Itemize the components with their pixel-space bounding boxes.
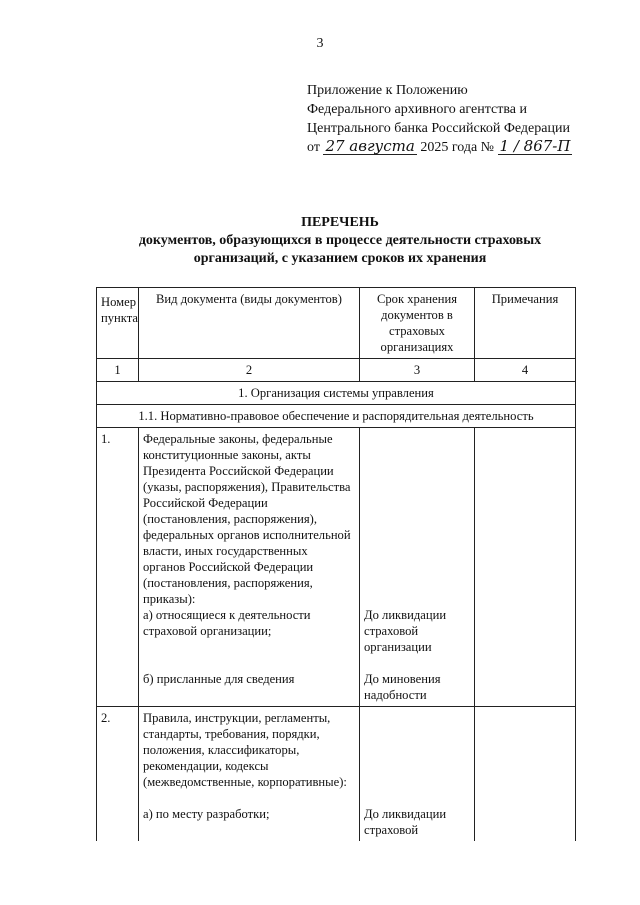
description-line: Федеральные законы, федеральные [143, 432, 333, 446]
description-line: приказы): [143, 592, 196, 606]
header-storage-term [360, 288, 475, 359]
storage-term-line: До ликвидации [364, 807, 447, 821]
page-number: 3 [316, 36, 324, 51]
section-row [97, 382, 576, 405]
table-header-row [97, 288, 576, 359]
item-notes [475, 428, 576, 707]
heading-title: ПЕРЕЧЕНЬ [301, 215, 379, 230]
description-line: органов Российской Федерации [143, 560, 314, 574]
header-text: организациях [380, 340, 454, 354]
description-line: положения, классификаторы, [143, 743, 300, 757]
description-line: (постановления, распоряжения, [143, 576, 313, 590]
header-text: документов в [381, 308, 453, 322]
number-sign: № [480, 140, 495, 155]
item-description [139, 428, 360, 707]
subsection-title: 1.1. Нормативно-правовое обеспечение и распорядительная деятельность [97, 405, 576, 428]
description-line: Президента Российской Федерации [143, 464, 334, 478]
description-line: власти, иных государственных [143, 544, 308, 558]
column-number: 3 [360, 359, 475, 382]
item-number: 1. [97, 428, 139, 707]
storage-term-line: До миновения [364, 672, 441, 686]
description-line: (постановления, распоряжения), [143, 512, 317, 526]
item-description [139, 707, 360, 842]
description-line: (указы, распоряжения), Правительства [143, 480, 351, 494]
header-text: Срок хранения [376, 292, 458, 306]
item-number: 2. [97, 707, 139, 842]
year-text: 2025 года [420, 140, 478, 155]
item-storage-term [360, 707, 475, 842]
storage-term-line: надобности [364, 688, 427, 702]
heading-subtitle-line: документов, образующихся в процессе деятельности страховых [138, 233, 542, 248]
heading-subtitle-line: организаций, с указанием сроков их хранения [193, 251, 487, 266]
sub-item-b: б) присланные для сведения [143, 672, 295, 686]
column-number: 1 [97, 359, 139, 382]
handwritten-number: 1 / 867-П [499, 137, 571, 155]
item-notes [475, 707, 576, 842]
storage-term-line: страховой [364, 624, 419, 638]
description-line: рекомендации, кодексы [143, 759, 269, 773]
column-number: 4 [475, 359, 576, 382]
appendix-line: Федерального архивного агентства и [307, 102, 527, 117]
handwritten-date: 27 августа [325, 137, 415, 155]
spacer [143, 790, 355, 806]
spacer [143, 639, 355, 655]
sub-item-a: страховой организации; [143, 624, 272, 638]
appendix-line: Центрального банка Российской Федерации [307, 121, 570, 136]
description-line: (межведомственные, корпоративные): [143, 775, 347, 789]
header-text: страховых [389, 324, 445, 338]
spacer [143, 655, 355, 671]
header-text: Номер [101, 295, 137, 309]
column-number-row [97, 359, 576, 382]
appendix-line: Приложение к Положению [307, 83, 468, 98]
description-line: конституционные законы, акты [143, 448, 311, 462]
section-title: 1. Организация системы управления [97, 382, 576, 405]
description-line: Российской Федерации [143, 496, 268, 510]
subsection-row [97, 405, 576, 428]
table-row [97, 428, 576, 707]
storage-term-line: До ликвидации [364, 608, 447, 622]
description-line: Правила, инструкции, регламенты, [143, 711, 331, 725]
document-heading [100, 214, 580, 268]
storage-term-line: страховой [364, 823, 419, 837]
header-document-type: Вид документа (виды документов) [139, 288, 360, 359]
documents-table [96, 287, 576, 841]
spacer [143, 687, 355, 703]
description-line: федеральных органов исполнительной [143, 528, 351, 542]
date-prefix: от [307, 140, 320, 155]
storage-term-line: организации [364, 640, 432, 654]
sub-item-a: а) по месту разработки; [143, 807, 270, 821]
sub-item-a: а) относящиеся к деятельности [143, 608, 311, 622]
item-storage-term [360, 428, 475, 707]
header-text: пункта [101, 311, 138, 325]
spacer [143, 822, 355, 838]
appendix-date-line [307, 138, 607, 157]
description-line: стандарты, требования, порядки, [143, 727, 320, 741]
table-row [97, 707, 576, 842]
column-number: 2 [139, 359, 360, 382]
header-number [97, 288, 139, 359]
header-notes: Примечания [475, 288, 576, 359]
appendix-block [307, 81, 607, 157]
